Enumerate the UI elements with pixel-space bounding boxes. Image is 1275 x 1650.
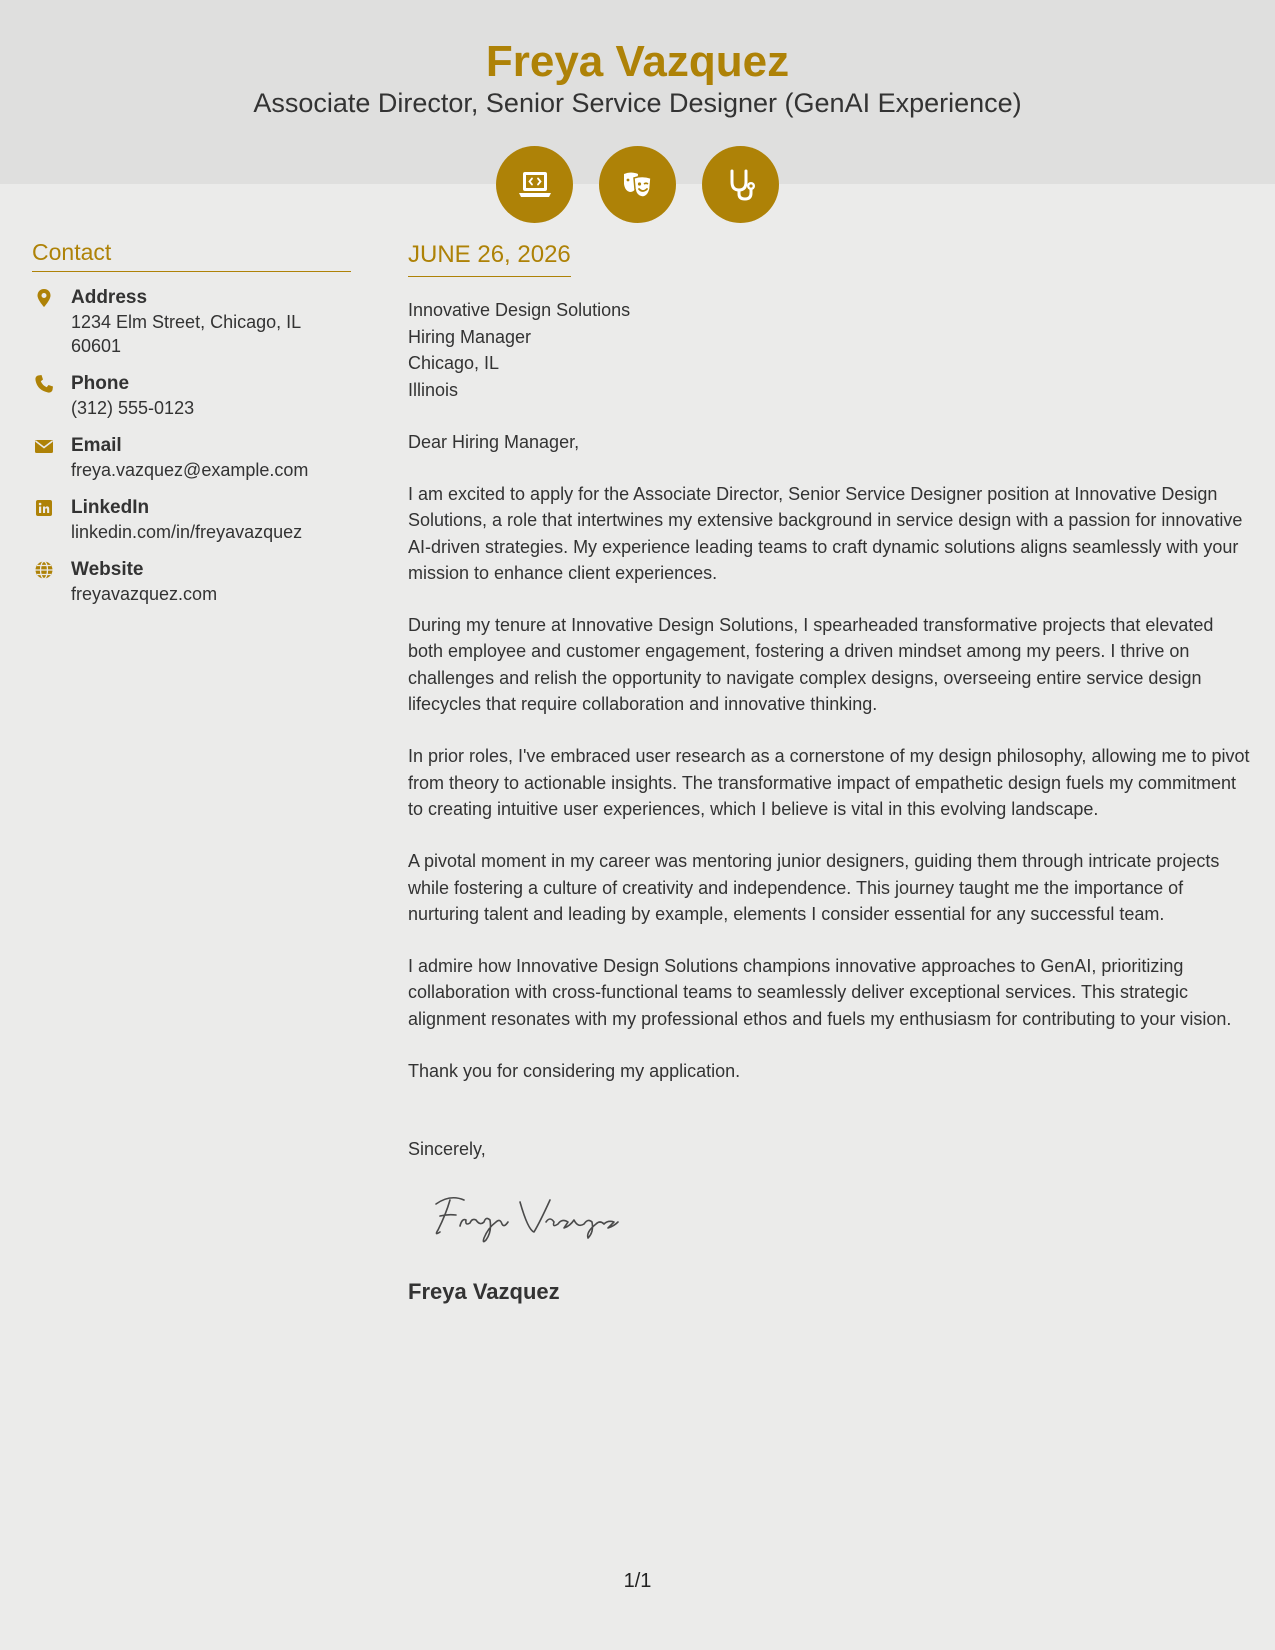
contact-linkedin <box>32 496 351 544</box>
signer-name: Freya Vazquez <box>408 1279 560 1305</box>
closing: Sincerely, <box>408 1139 486 1160</box>
candidate-name: Freya Vazquez <box>485 37 790 86</box>
contact-value: 1234 Elm Street, Chicago, IL 60601 <box>71 312 301 356</box>
map-pin-icon <box>34 288 54 308</box>
contact-value: freyavazquez.com <box>71 584 218 604</box>
recipient-state: Illinois <box>408 379 459 400</box>
recipient-city: Chicago, IL <box>408 353 500 373</box>
salutation: Dear Hiring Manager, <box>408 432 580 452</box>
contact-heading: Contact <box>32 238 351 272</box>
contact-value: freya.vazquez@example.com <box>71 460 309 480</box>
phone-icon <box>34 374 54 394</box>
theater-masks-icon <box>599 146 676 223</box>
globe-icon <box>34 560 54 580</box>
contact-value: (312) 555-0123 <box>71 398 195 418</box>
contact-sidebar <box>32 238 351 606</box>
recipient-role: Hiring Manager <box>408 326 532 347</box>
contact-phone <box>32 372 351 420</box>
letter-paragraph: I am excited to apply for the Associate Director, Senior Service Designer position at Innovative Design Solutions, a role that intertwines my extensive background in service design with a passion for innovative AI-driven strategies. My experience leading teams to craft dynamic solutions aligns seamlessly with your mission to enhance client experiences. <box>408 484 1243 583</box>
job-title: Associate Director, Senior Service Designer (GenAI Experience) <box>253 88 1022 118</box>
contact-label: Address <box>71 287 148 308</box>
contact-address <box>32 286 351 358</box>
contact-label: Email <box>71 435 122 456</box>
letter-body <box>408 240 1253 1305</box>
contact-email <box>32 434 351 482</box>
letter-paragraph: I admire how Innovative Design Solutions champions innovative approaches to GenAI, prioritizing collaboration with cross-functional teams to seamlessly deliver exceptional services. This strategic alignment resonates with my professional ethos and fuels my enthusiasm for contributing to your vision. <box>408 956 1232 1029</box>
handwritten-signature <box>428 1182 668 1252</box>
envelope-icon <box>34 436 54 456</box>
linkedin-icon <box>34 498 54 518</box>
letter-paragraph: During my tenure at Innovative Design Solutions, I spearheaded transformative projects that elevated both employee and customer engagement, fostering a driven mindset among my peers. I thrive on challenges and relish the opportunity to navigate complex designs, overseeing entire service design lifecycles that require collaboration and innovative thinking. <box>408 615 1214 715</box>
contact-label: Website <box>71 559 144 580</box>
contact-label: Phone <box>71 373 130 394</box>
letter-date: JUNE 26, 2026 <box>408 240 571 277</box>
stethoscope-icon <box>702 146 779 223</box>
letter-paragraph: Thank you for considering my application. <box>408 1061 741 1082</box>
contact-value: linkedin.com/in/freyavazquez <box>71 522 303 542</box>
page-number: 1/1 <box>623 1570 652 1592</box>
recipient-company: Innovative Design Solutions <box>408 300 631 320</box>
contact-label: LinkedIn <box>71 497 150 518</box>
laptop-code-icon <box>496 146 573 223</box>
letter-paragraph: In prior roles, I've embraced user research as a cornerstone of my design philosophy, allowing me to pivot from theory to actionable insights. The transformative impact of empathetic design fuels my commitment to creating intuitive user experiences, which I believe is vital in this evolving landscape. <box>408 746 1250 819</box>
contact-website <box>32 558 351 606</box>
letter-paragraph: A pivotal moment in my career was mentoring junior designers, guiding them through intricate projects while fostering a culture of creativity and independence. This journey taught me the importance of nurturing talent and leading by example, elements I consider essential for any successful team. <box>408 851 1220 924</box>
recipient-block <box>408 297 1253 403</box>
